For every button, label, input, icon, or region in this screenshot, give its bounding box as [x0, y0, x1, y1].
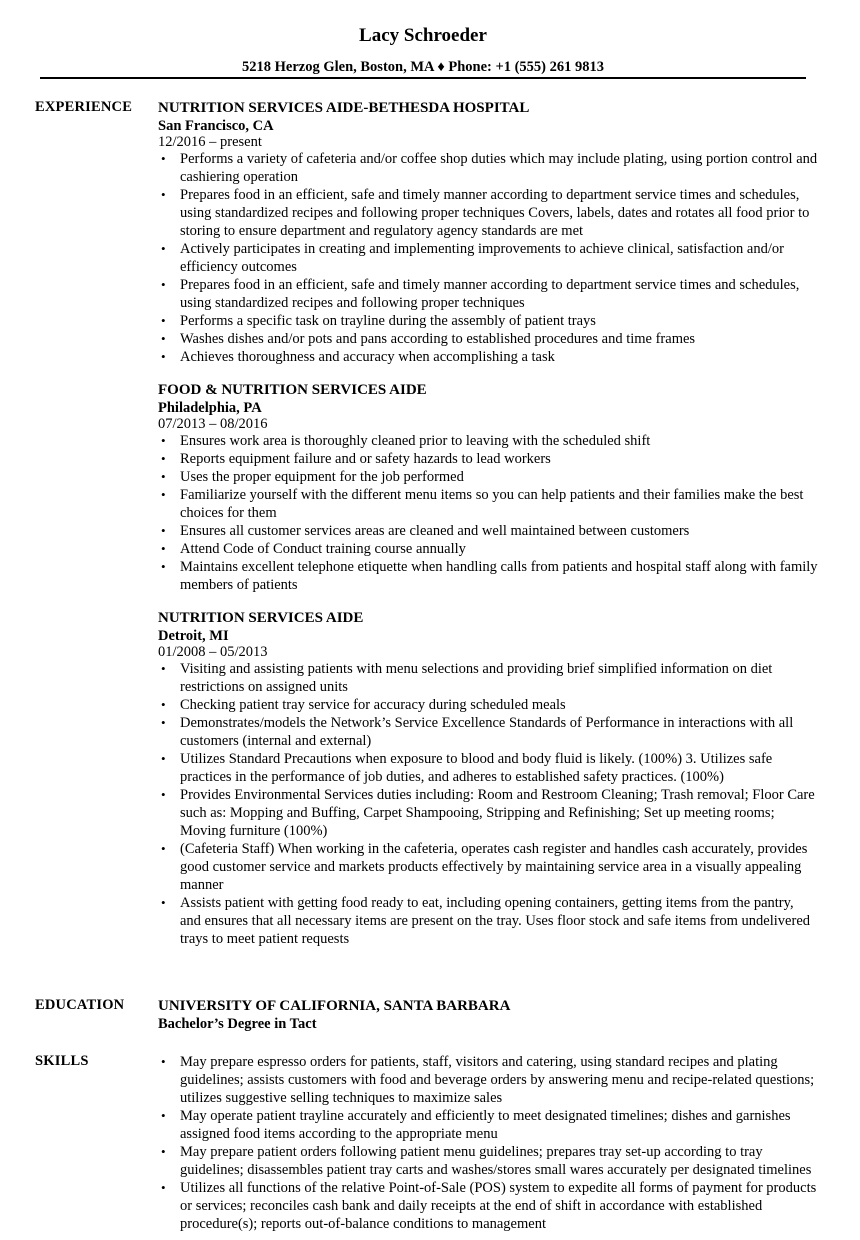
bullet-icon: •	[161, 541, 166, 556]
bullet-icon: •	[161, 1054, 166, 1069]
skills-list	[158, 1053, 818, 1233]
job-location: San Francisco, CA	[158, 118, 274, 134]
duty-item: • Demonstrates/models the Network’s Service Excellence Standards of Performance in interactions with all customers (internal and external)	[161, 715, 794, 749]
job-entry	[158, 381, 818, 594]
bullet-icon: •	[161, 451, 166, 466]
duty-item: • Provides Environmental Services duties including: Room and Restroom Cleaning; Trash removal; Floor Care such as: Mopping and Buffing, Carpet Shampooing, Stripping and Refinishing; Set up meeting rooms; Moving furniture (100%)	[161, 787, 815, 839]
bullet-icon: •	[161, 1108, 166, 1123]
job-entry	[158, 99, 818, 366]
duty-item: • (Cafeteria Staff) When working in the cafeteria, operates cash register and handles cash accurately, provides good customer service and markets products effectively by maintaining service area in a visually appealing manner	[161, 841, 808, 893]
header-divider	[40, 77, 806, 79]
job-location: Detroit, MI	[158, 628, 229, 644]
skill-item: • May prepare patient orders following patient menu guidelines; prepares tray set-up according to tray guidelines; disassembles patient tray carts and washes/stores small wares accurately per designated timelines	[161, 1144, 812, 1178]
duty-item: • Performs a variety of cafeteria and/or coffee shop duties which may include plating, using portion control and cashiering operation	[161, 151, 818, 185]
bullet-icon: •	[161, 277, 166, 292]
bullet-icon: •	[161, 751, 166, 766]
job-duties	[158, 432, 818, 594]
duty-item: • Prepares food in an efficient, safe and timely manner according to department service times and schedules, using standardized recipes and following proper techniques	[161, 277, 800, 311]
bullet-icon: •	[161, 895, 166, 910]
bullet-icon: •	[161, 715, 166, 730]
duty-item: • Ensures work area is thoroughly cleaned prior to leaving with the scheduled shift	[161, 433, 651, 449]
job-title: NUTRITION SERVICES AIDE-BETHESDA HOSPITAL	[158, 100, 530, 116]
duty-item: • Uses the proper equipment for the job performed	[161, 469, 464, 485]
skill-item: • Utilizes all functions of the relative Point-of-Sale (POS) system to expedite all forms of payment for products or services; reconciles cash bank and daily receipts at the end of shift in accordance with established procedure(s); reports out-of-balance conditions to management	[161, 1180, 817, 1232]
duty-item: • Actively participates in creating and implementing improvements to achieve clinical, satisfaction and/or efficiency outcomes	[161, 241, 784, 275]
duty-item: • Assists patient with getting food ready to eat, including opening containers, getting items from the pantry, and ensures that all necessary items are present on the tray. Uses floor stock and safe items from undelivered trays to meet patient requests	[161, 895, 810, 947]
bullet-icon: •	[161, 331, 166, 346]
job-entry	[158, 609, 818, 948]
degree: Bachelor’s Degree in Tact	[158, 1016, 317, 1032]
section-label-experience: EXPERIENCE	[35, 99, 133, 115]
education-body	[158, 997, 818, 1033]
bullet-icon: •	[161, 241, 166, 256]
duty-item: • Reports equipment failure and or safety hazards to lead workers	[161, 451, 551, 467]
job-duties	[158, 150, 818, 366]
duty-item: • Performs a specific task on trayline during the assembly of patient trays	[161, 313, 596, 329]
bullet-icon: •	[161, 1180, 166, 1195]
skills-body	[158, 1053, 818, 1233]
bullet-icon: •	[161, 697, 166, 712]
bullet-icon: •	[161, 487, 166, 502]
job-dates: 12/2016 – present	[158, 134, 262, 150]
bullet-icon: •	[161, 1144, 166, 1159]
duty-item: • Familiarize yourself with the different menu items so you can help patients and their families make the best choices for them	[161, 487, 804, 521]
bullet-icon: •	[161, 187, 166, 202]
duty-item: • Maintains excellent telephone etiquette when handling calls from patients and hospital staff along with family members of patients	[161, 559, 818, 593]
job-location: Philadelphia, PA	[158, 400, 262, 416]
duty-item: • Achieves thoroughness and accuracy when accomplishing a task	[161, 349, 555, 365]
bullet-icon: •	[161, 433, 166, 448]
job-dates: 07/2013 – 08/2016	[158, 416, 268, 432]
duty-item: • Attend Code of Conduct training course annually	[161, 541, 466, 557]
duty-item: • Utilizes Standard Precautions when exposure to blood and body fluid is likely. (100%) 3. Utilizes safe practices in the performance of job duties, and adheres to established safety practices. (100%)	[161, 751, 773, 785]
section-label-skills: SKILLS	[35, 1053, 89, 1069]
job-duties	[158, 660, 818, 948]
duty-item: • Visiting and assisting patients with menu selections and providing brief simplified information on diet restrictions on assigned units	[161, 661, 773, 695]
duty-item: • Checking patient tray service for accuracy during scheduled meals	[161, 697, 566, 713]
duty-item: • Washes dishes and/or pots and pans according to established procedures and time frames	[161, 331, 696, 347]
job-dates: 01/2008 – 05/2013	[158, 644, 268, 660]
duty-item: • Prepares food in an efficient, safe and timely manner according to department service times and schedules, using standardized recipes and following proper techniques Covers, labels, dates and rotates all food prior to storing to ensure department and regulatory agency standards are met	[161, 187, 810, 239]
bullet-icon: •	[161, 559, 166, 574]
job-title: FOOD & NUTRITION SERVICES AIDE	[158, 382, 427, 398]
experience-list	[158, 99, 818, 963]
school-name: UNIVERSITY OF CALIFORNIA, SANTA BARBARA	[158, 998, 511, 1014]
contact-line: 5218 Herzog Glen, Boston, MA ♦ Phone: +1 (555) 261 9813	[241, 59, 605, 75]
bullet-icon: •	[161, 523, 166, 538]
bullet-icon: •	[161, 349, 166, 364]
section-label-education: EDUCATION	[35, 997, 125, 1013]
job-title: NUTRITION SERVICES AIDE	[158, 610, 364, 626]
bullet-icon: •	[161, 787, 166, 802]
candidate-name: Lacy Schroeder	[359, 25, 487, 46]
duty-item: • Ensures all customer services areas are cleaned and well maintained between customers	[161, 523, 690, 539]
skill-item: • May operate patient trayline accurately and efficiently to meet designated timelines; dishes and garnishes assigned food items according to the appropriate menu	[161, 1108, 791, 1142]
bullet-icon: •	[161, 469, 166, 484]
bullet-icon: •	[161, 841, 166, 856]
bullet-icon: •	[161, 151, 166, 166]
skill-item: • May prepare espresso orders for patients, staff, visitors and catering, using standard recipes and plating guidelines; assists customers with food and beverage orders by answering menu and recipe-related questions; utilizes suggestive selling techniques to maximize sales	[161, 1054, 815, 1106]
bullet-icon: •	[161, 661, 166, 676]
bullet-icon: •	[161, 313, 166, 328]
